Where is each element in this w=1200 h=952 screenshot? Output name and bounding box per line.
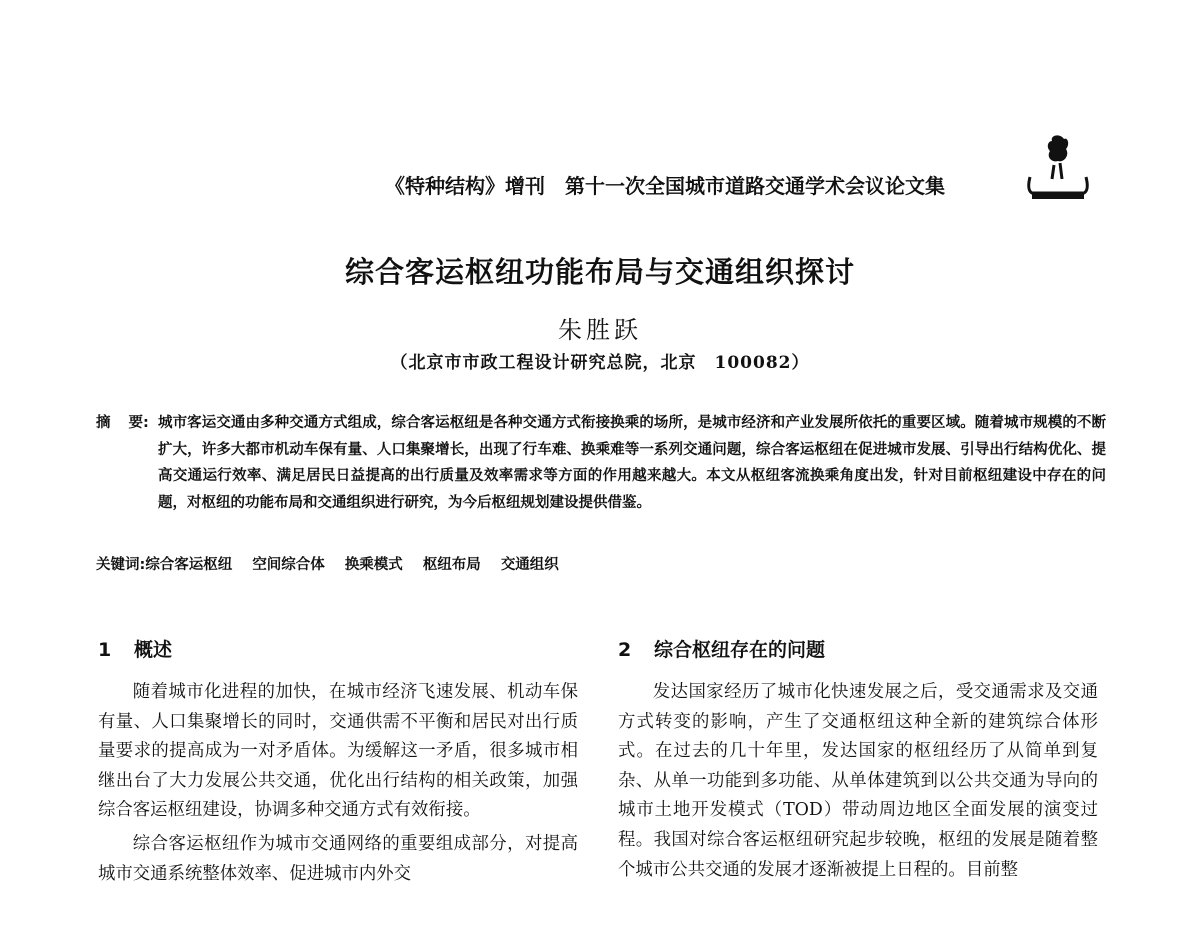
section-number: 1	[98, 639, 112, 661]
paper-title: 综合客运枢纽功能布局与交通组织探讨	[344, 255, 855, 289]
running-header	[385, 170, 1025, 199]
keywords	[96, 552, 1106, 578]
conference-logo-icon	[1026, 133, 1090, 203]
abstract	[96, 410, 1106, 516]
author-affiliation: （北京市市政工程设计研究总院，北京 100082）	[390, 353, 810, 373]
section-heading	[618, 632, 1098, 668]
abstract-text: 城市客运交通由多种交通方式组成，综合客运枢纽是各种交通方式衔接换乘的场所，是城市经济和产业发展所依托的重要区域。随着城市规模的不断扩大，许多大都市机动车保有量、人口集聚增长，出现了行车难、换乘难等一系列交通问题，综合客运枢纽在促进城市发展、引导出行结构优化、提高交通运行效率、满足居民日益提高的出行质量及效率需求等方面的作用越来越大。本文从枢纽客流换乘角度出发，针对目前枢纽建设中存在的问题，对枢纽的功能布局和交通组织进行研究，为今后枢纽规划建设提供借鉴。	[158, 414, 1106, 511]
section-number: 2	[618, 639, 632, 661]
keywords-label: 关键词:	[96, 557, 146, 573]
section-title: 综合枢纽存在的问题	[654, 639, 826, 661]
keyword: 换乘模式	[344, 556, 403, 573]
journal-name: 《特种结构》增刊	[385, 174, 545, 198]
paragraph: 综合客运枢纽作为城市交通网络的重要组成部分，对提高城市交通系统整体效率、促进城市内外交	[98, 833, 578, 884]
author-name: 朱胜跃	[558, 316, 642, 344]
keyword: 综合客运枢纽	[145, 556, 233, 573]
section-heading	[98, 632, 578, 668]
left-column	[98, 632, 578, 893]
right-column	[618, 632, 1098, 889]
paragraph: 发达国家经历了城市化快速发展之后，受交通需求及交通方式转变的影响，产生了交通枢纽这种全新的建筑综合体形式。在过去的几十年里，发达国家的枢纽经历了从简单到复杂、从单一功能到多功能、从单体建筑到以公共交通为导向的城市土地开发模式（TOD）带动周边地区全面发展的演变过程。我国对综合客运枢纽研究起步较晚，枢纽的发展是随着整个城市公共交通的发展才逐渐被提上日程的。目前整	[618, 682, 1098, 880]
abstract-label: 摘 要:	[96, 415, 149, 431]
paragraph: 随着城市化进程的加快，在城市经济飞速发展、机动车保有量、人口集聚增长的同时，交通供需不平衡和居民对出行质量要求的提高成为一对矛盾体。为缓解这一矛盾，很多城市相继出台了大力发展公共交通，优化出行结构的相关政策，加强综合客运枢纽建设，协调多种交通方式有效衔接。	[98, 682, 578, 821]
keyword: 交通组织	[500, 556, 559, 573]
proceedings-name: 第十一次全国城市道路交通学术会议论文集	[565, 174, 945, 198]
section-title: 概述	[134, 639, 173, 661]
keyword: 空间综合体	[252, 556, 325, 573]
keyword: 枢纽布局	[422, 556, 481, 573]
